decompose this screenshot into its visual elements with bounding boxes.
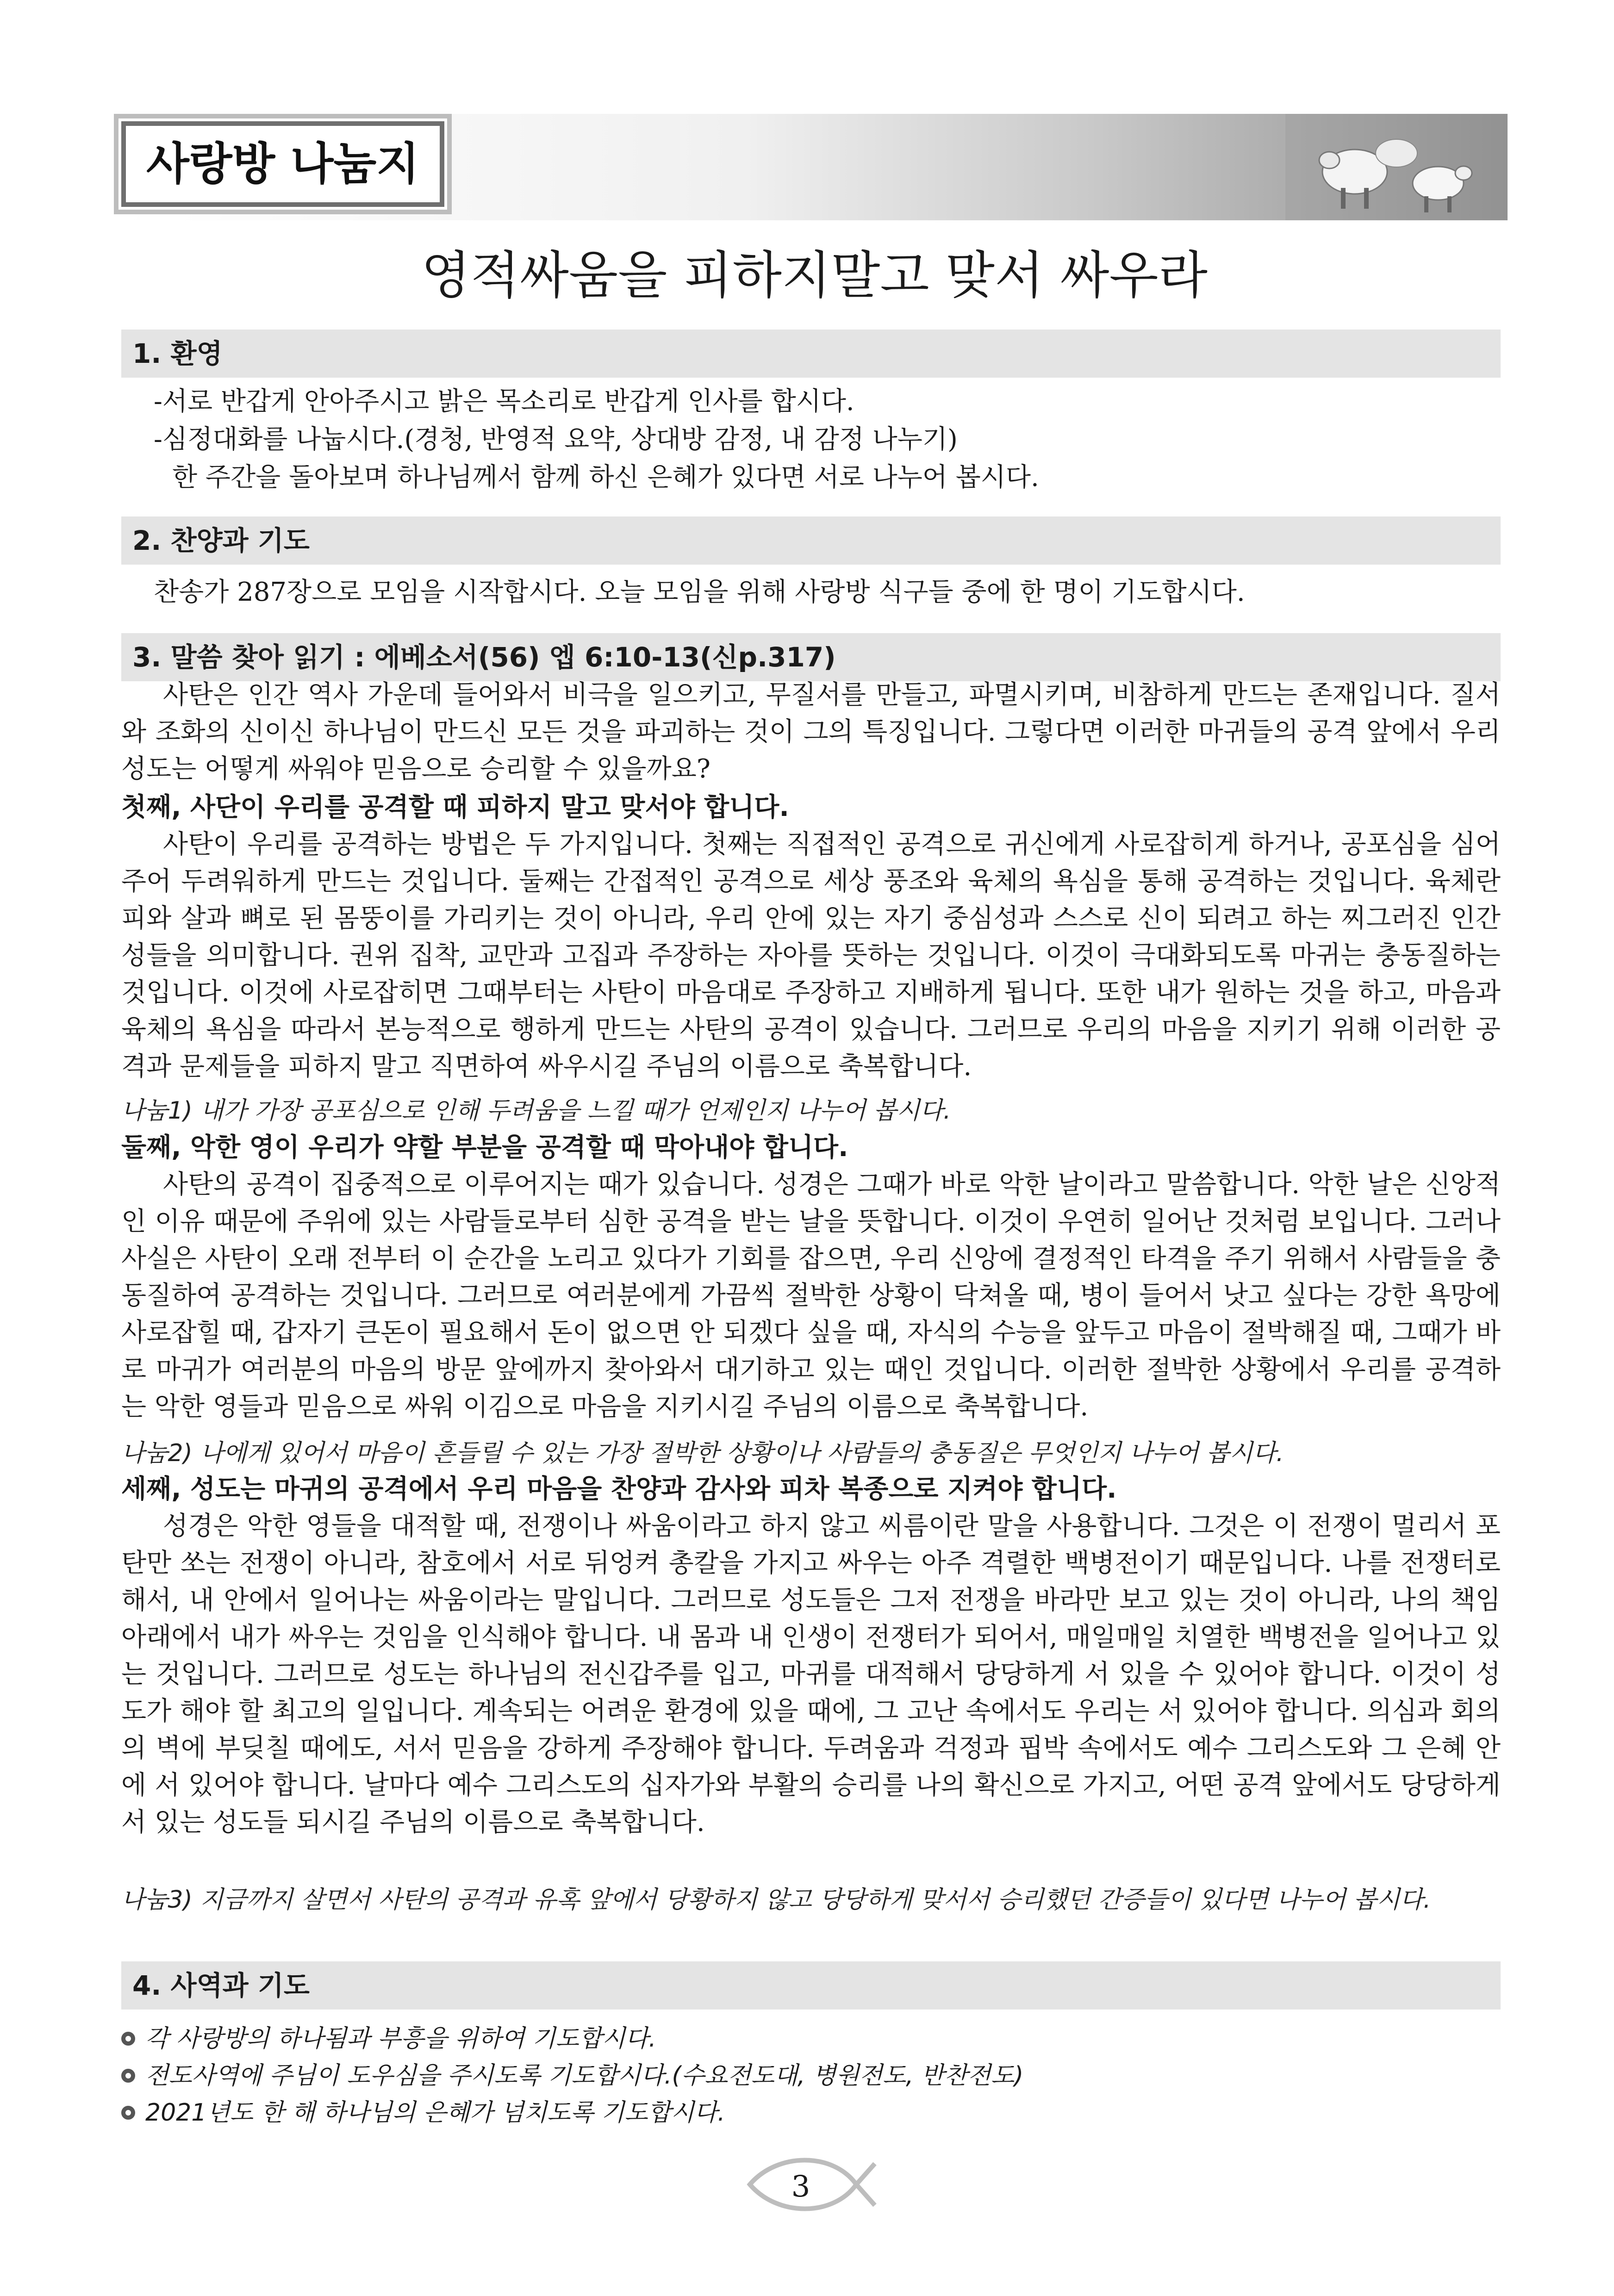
point-heading-second: 둘째, 악한 영이 우리가 약할 부분을 공격할 때 막아내야 합니다. — [121, 1132, 848, 1163]
list-item — [121, 2020, 1501, 2057]
list-item-text: 각 사랑방의 하나됨과 부흥을 위하여 기도합시다. — [145, 2025, 656, 2053]
share-question-1: 나눔1) 내가 가장 공포심으로 인해 두려움을 느낄 때가 언제인지 나누어 봅시다. — [121, 1097, 951, 1125]
point-body-third: 성경은 악한 영들을 대적할 때, 전쟁이나 싸움이라고 하지 않고 씨름이란 말을 사용합니다. 그것은 이 전쟁이 멀리서 포탄만 쏘는 전쟁이 아니라, 참호에서 서로 뒤엉켜 총칼을 가지고 싸우는 아주 격렬한 백병전이기 때문입니다. 나를 전쟁터로 해서, 내 안에서 일어나는 싸움이라는 말입니다. 그러므로 성도들은 그저 전쟁을 바라만 보고 있는 것이 아니라, 나의 책임 아래에서 내가 싸우는 것임을 인식해야 합니다. 내 몸과 내 인생이 전쟁터가 되어서, 매일매일 치열한 백병전을 일어나고 있는 것입니다. 그러므로 성도는 하나님의 전신갑주를 입고, 마귀를 대적해서 당당하게 서 있을 수 있어야 합니다. 이것이 성도가 해야 할 최고의 일입니다. 계속되는 어려운 환경에 있을 때에, 그 고난 속에서도 우리는 서 있어야 합니다. 의심과 회의의 벽에 부딪칠 때에도, 서서 믿음을 강하게 주장해야 합니다. 두려움과 걱정과 핍박 속에서도 예수 그리스도와 그 은혜 안에 서 있어야 합니다. 날마다 예수 그리스도의 십자가와 부활의 승리를 나의 확신으로 가지고, 어떤 공격 앞에서도 당당하게 서 있는 성도들 되시길 주님의 이름으로 축복합니다. — [121, 1511, 1501, 1837]
list-item — [121, 2057, 1501, 2094]
section-heading-ministry-prayer: 4. 사역과 기도 — [121, 1961, 1501, 2010]
point-body-first: 사탄이 우리를 공격하는 방법은 두 가지입니다. 첫째는 직접적인 공격으로 귀신에게 사로잡히게 하거나, 공포심을 심어주어 두려워하게 만드는 것입니다. 둘째는 간접적인 공격으로 세상 풍조와 육체의 욕심을 통해 공격하는 것입니다. 육체란 피와 살과 뼈로 된 몸뚱이를 가리키는 것이 아니라, 우리 안에 있는 자기 중심성과 스스로 신이 되려고 하는 찌그러진 인간성들을 의미합니다. 권위 집착, 교만과 고집과 주장하는 자아를 뜻하는 것입니다. 이것이 극대화되도록 마귀는 충동질하는 것입니다. 이것에 사로잡히면 그때부터는 사탄이 마음대로 주장하고 지배하게 됩니다. 또한 내가 원하는 것을 하고, 마음과 육체의 욕심을 따라서 본능적으로 행하게 만드는 사탄의 공격이 있습니다. 그러므로 우리의 마음을 지키기 위해 이러한 공격과 문제들을 피하지 말고 직면하여 싸우시길 주님의 이름으로 축복합니다. — [121, 829, 1501, 1082]
section-heading-scripture: 3. 말씀 찾아 읽기 : 에베소서(56) 엡 6:10-13(신p.317) — [121, 633, 1501, 681]
section-label-box — [121, 121, 444, 207]
prayer-list — [121, 2020, 1501, 2131]
sheep-photo — [1285, 114, 1508, 220]
point-heading-third: 세째, 성도는 마귀의 공격에서 우리 마음을 찬양과 감사와 피차 복종으로 지켜야 합니다. — [121, 1474, 1117, 1504]
welcome-line: -서로 반갑게 안아주시고 밝은 목소리로 반갑게 인사를 합시다. — [154, 386, 854, 417]
circle-bullet-icon — [121, 2032, 135, 2046]
share-question-2: 나눔2) 나에게 있어서 마음이 흔들릴 수 있는 가장 절박한 상황이나 사람들의 충동질은 무엇인지 나누어 봅시다. — [121, 1439, 1284, 1467]
welcome-line: 한 주간을 돌아보며 하나님께서 함께 하신 은혜가 있다면 서로 나누어 봅시다. — [172, 462, 1039, 492]
section-label: 사랑방 나눔지 — [146, 138, 419, 190]
point-body-second: 사탄의 공격이 집중적으로 이루어지는 때가 있습니다. 성경은 그때가 바로 악한 날이라고 말씀합니다. 악한 날은 신앙적인 이유 때문에 주위에 있는 사람들로부터 심한 공격을 받는 날을 뜻합니다. 이것이 우연히 일어난 것처럼 보입니다. 그러나 사실은 사탄이 오래 전부터 이 순간을 노리고 있다가 기회를 잡으면, 우리 신앙에 결정적인 타격을 주기 위해서 사람들을 충동질하여 공격하는 것입니다. 그러므로 여러분에게 가끔씩 절박한 상황이 닥쳐올 때, 병이 들어서 낫고 싶다는 강한 욕망에 사로잡힐 때, 갑자기 큰돈이 필요해서 돈이 없으면 안 되겠다 싶을 때, 자식의 수능을 앞두고 마음이 절박해질 때, 그때가 바로 마귀가 여러분의 마음의 방문 앞에까지 찾아와서 대기하고 있는 때인 것입니다. 이러한 절박한 상황에서 우리를 공격하는 악한 영들과 믿음으로 싸워 이김으로 마음을 지키시길 주님의 이름으로 축복합니다. — [121, 1170, 1501, 1422]
praise-prayer-text: 찬송가 287장으로 모임을 시작합시다. 오늘 모임을 위해 사랑방 식구들 중에 한 명이 기도합시다. — [154, 577, 1245, 607]
scripture-intro: 사탄은 인간 역사 가운데 들어와서 비극을 일으키고, 무질서를 만들고, 파멸시키며, 비참하게 만드는 존재입니다. 질서와 조화의 신이신 하나님이 만드신 모든 것을 파괴하는 것이 그의 특징입니다. 그렇다면 이러한 마귀들의 공격 앞에서 우리 성도는 어떻게 싸워야 믿음으로 승리할 수 있을까요? — [121, 680, 1501, 784]
page-number: 3 — [791, 2170, 810, 2204]
list-item — [121, 2094, 1501, 2131]
point-heading-first: 첫째, 사단이 우리를 공격할 때 피하지 말고 맞서야 합니다. — [121, 792, 789, 822]
list-item-text: 전도사역에 주님이 도우심을 주시도록 기도합시다.(수요전도대, 병원전도, 반찬전도) — [145, 2062, 1024, 2090]
list-item-text: 2021년도 한 해 하나님의 은혜가 넘치도록 기도합시다. — [145, 2099, 725, 2127]
circle-bullet-icon — [121, 2106, 135, 2120]
welcome-line: -심정대화를 나눕시다.(경청, 반영적 요약, 상대방 감정, 내 감정 나누기) — [154, 424, 958, 454]
section-heading-welcome: 1. 환영 — [121, 330, 1501, 378]
page-title: 영적싸움을 피하지말고 맞서 싸우라 — [421, 246, 1208, 305]
share-question-3: 나눔3) 지금까지 살면서 사탄의 공격과 유혹 앞에서 당황하지 않고 당당하게 맞서서 승리했던 간증들이 있다면 나누어 봅시다. — [121, 1886, 1431, 1914]
circle-bullet-icon — [121, 2069, 135, 2083]
section-heading-praise-prayer: 2. 찬양과 기도 — [121, 516, 1501, 565]
